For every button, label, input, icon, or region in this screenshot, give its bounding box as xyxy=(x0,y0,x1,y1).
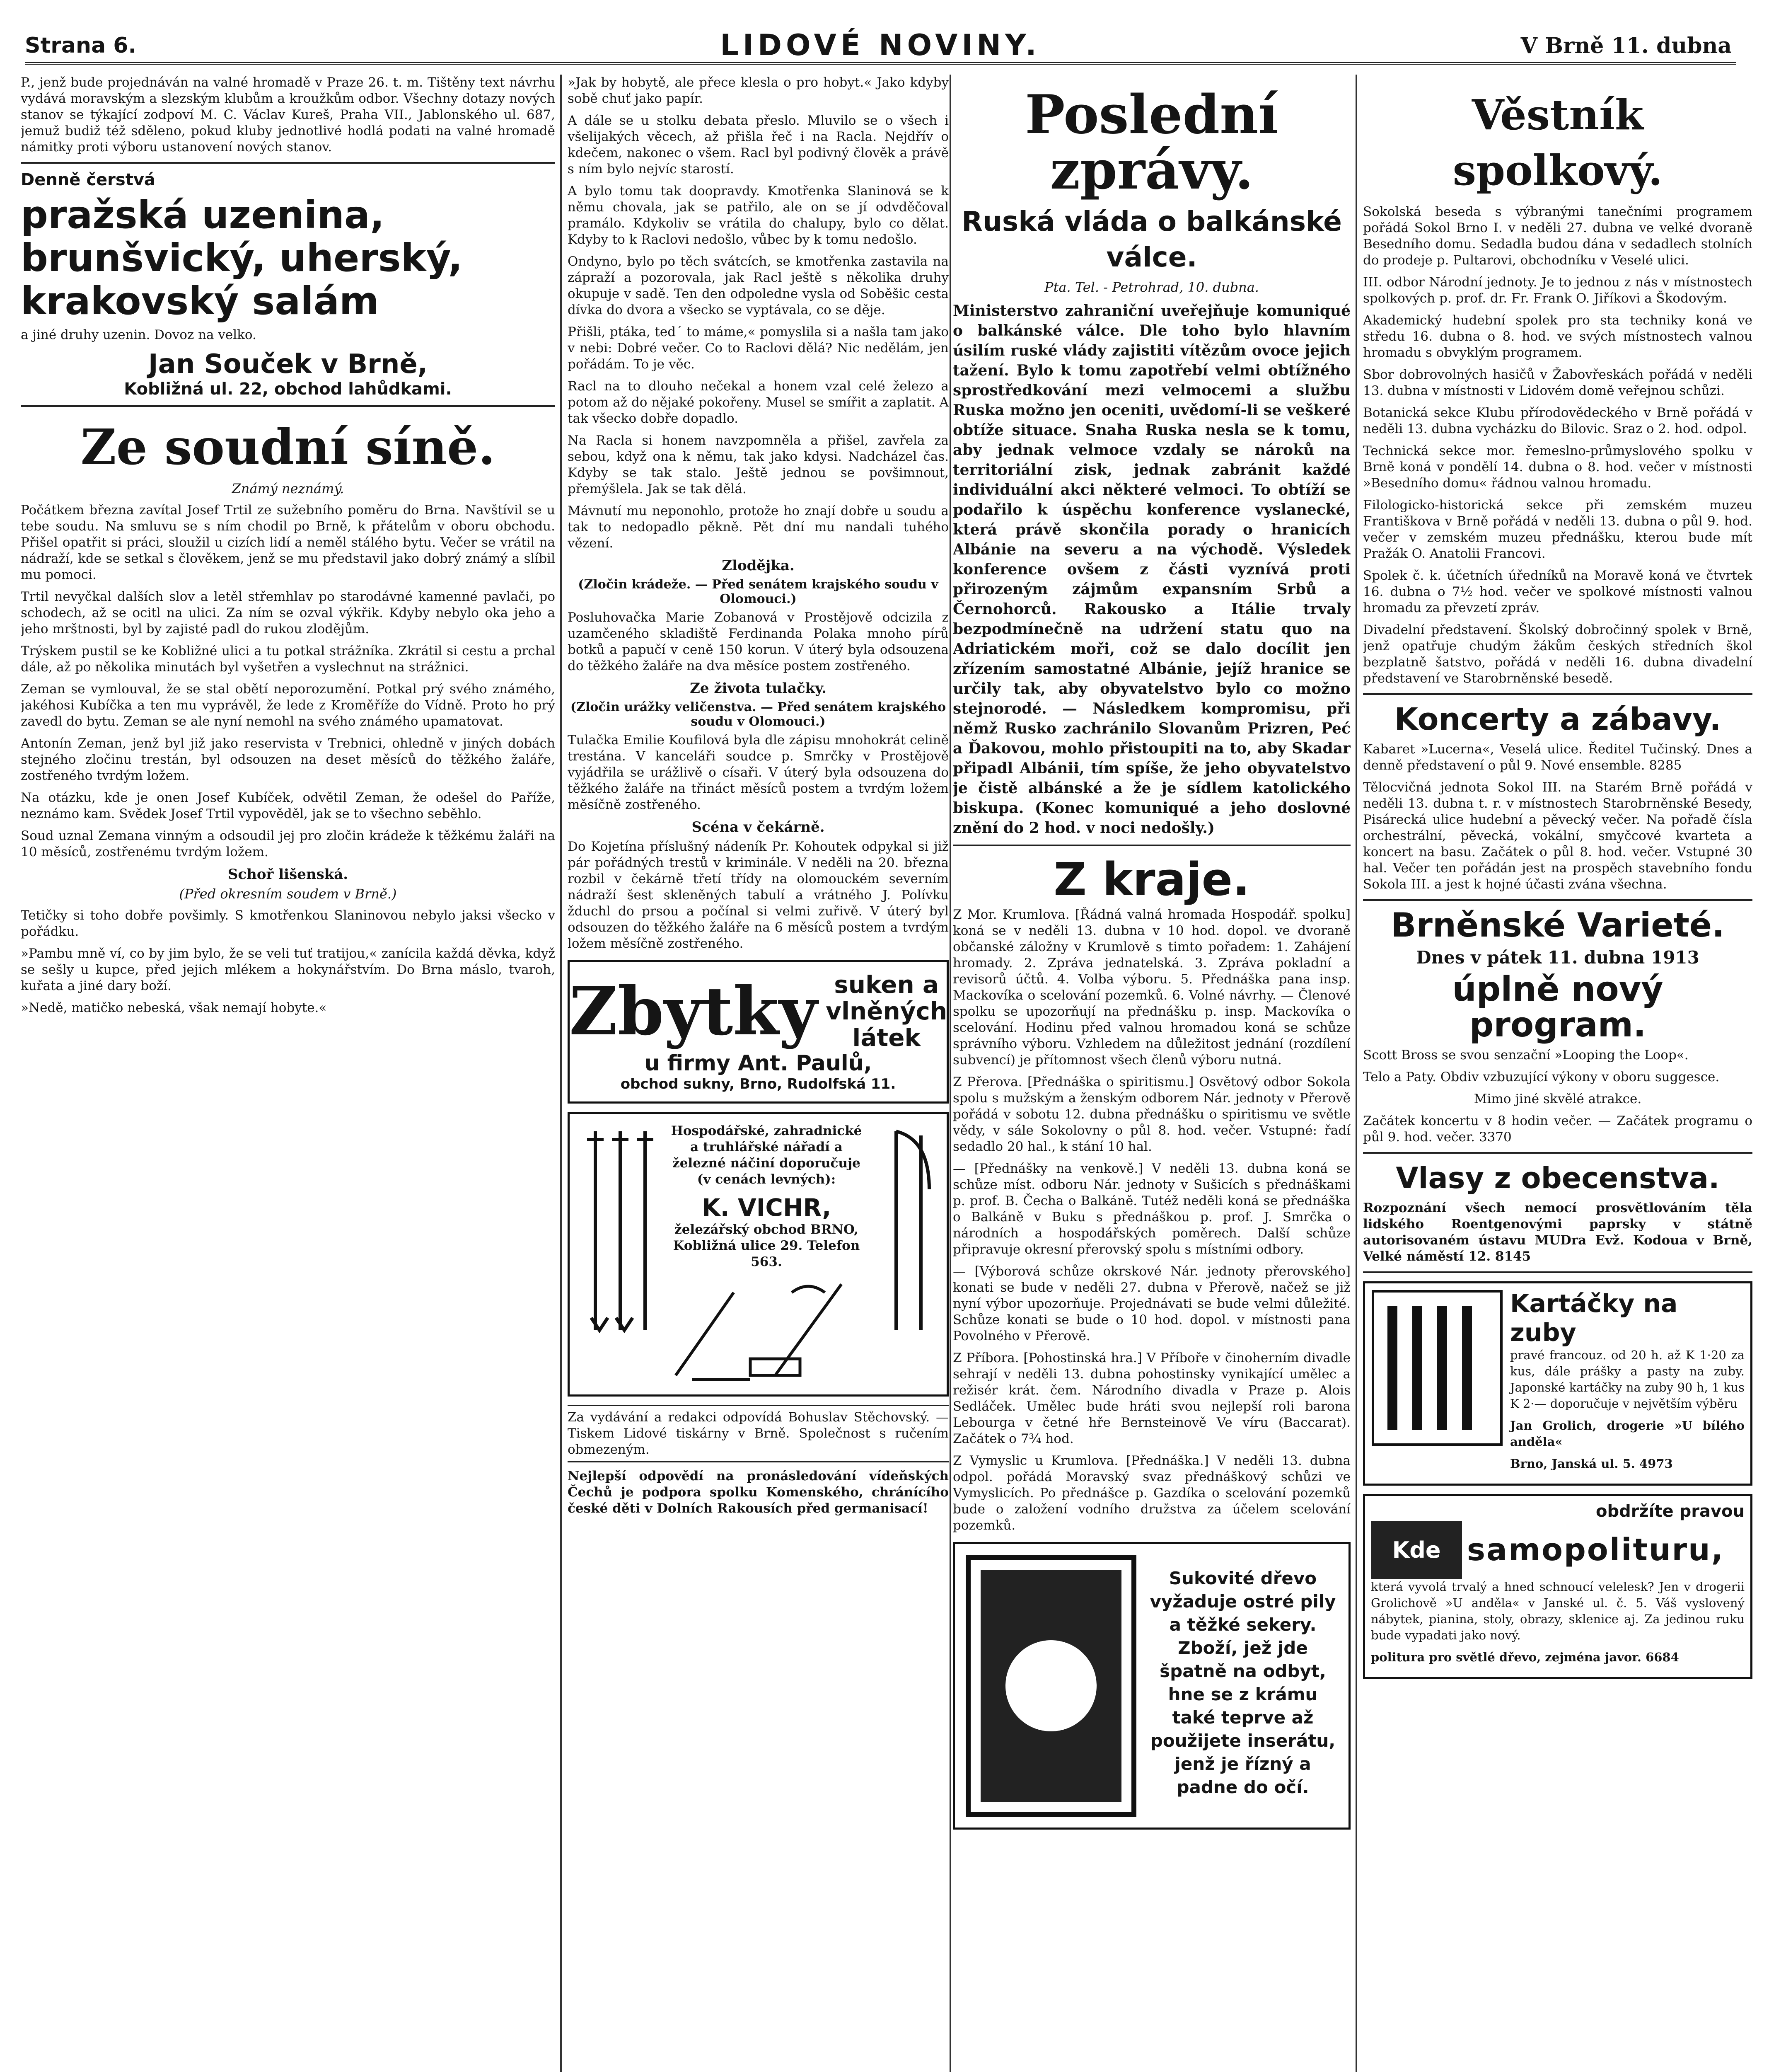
section-title: Poslední zprávy. xyxy=(1025,84,1278,201)
article-text: Trýskem pustil se ke Kobližné ulici a tu potkal strážníka. Zkrátil si cestu a prchal dále, až po několika minutách byl vyšetřen a vyslechnut na strážnici. xyxy=(21,644,555,675)
newspaper-title: LIDOVÉ NOVINY. xyxy=(720,28,1041,62)
article-text: Z Mor. Krumlova. [Řádná valná hromada Hospodář. spolku] koná se v neděli 13. dubna v 10 hod. dopol. ve dvoraně občanské záložny v Krumlově s timto pořadem: 1. Zahájení hromady. 2. Zpráva jednatelská. 3. Zpráva pokladní a revisorů účtů. 4. Volba výboru. 5. Přednáška pana insp. Mackovíka o scelování pozemků. 6. Volné návrhy. — Členové spolku se upozorňují na přednášku p. insp. Mackovíka o scelování. Hodinu před valnou hromadou koná se schůze správního výboru. Vzhledem na důležitost jednání (rozdílení subvencí) je přítomnost všech členů výboru nutná. xyxy=(953,907,1351,1067)
ad-headline: Vlasy z obecenstva. xyxy=(1396,1161,1720,1195)
ad-headline: samopolituru, xyxy=(1467,1532,1724,1568)
article-text: Ministerstvo zahraniční uveřejňuje komuniqué o balkánské válce. Dle toho bylo hlavním úsilím ruské vlády zajistiti vítězům ovoce jejich tažení. Bylo k tomu zapotřebí velmi obtížného sprostředkování mezi velmocemi a službu Ruska možno jen oceniti, uvědomí-li se veškeré obtíže situace. Snaha Ruska nesla se k tomu, aby jednak velmoce vzdaly se nároků na territoriální zisk, jednak zabránit každé individuální akci některé velmoci. To obtíží se podařilo k úspěchu konference vyslanecké, která právě skončila porady o hranicích Albánie na severu a na východě. Výsledek konference ovšem z části vyznívá proti přirozeným zájmům expansním Srbů a Černohorců. Rakousko a Itálie trvaly bezpodmínečně na udržení statu quo na Adriatickém moři, což se dalo docílit jen zřízením samostatné Albánie, jejíž hranice se určily tak, aby obyvatelstvo bylo co možno stejnorodé. — Následkem kompromisu, při němž Rusko zachránilo Slovanům Prizren, Peć a Ďakovou, mohlo přistoupiti na to, aby Skadar připadl Albánii, tím spíše, že jeho obyvatelstvo je čistě albánské a že je sídlem katolického biskupa. (Konec komuniqué a jeho doslovné znění do 2 hod. v noci nedošly.) xyxy=(953,302,1351,837)
article-text: Z Přerova. [Přednáška o spiritismu.] Osvětový odbor Sokola spolu s mužským a ženským odborem Nár. jednoty v Přerově pořádá v sobotu 12. dubna přednášku o spiritismu ve světle vědy, v sále Sokolovny o půl 8. hod. večer. Vstupné: řadí sedadlo 20 hal., k stání 10 hal. xyxy=(953,1075,1351,1154)
article-text: — [Přednášky na venkově.] V neděli 13. dubna koná se schůze míst. odboru Nár. jednoty v Sušicích s přednáškami p. prof. B. Čecha o Balkáně. Tutéž neděli koná se přednáška o Balkáně v Buku s přednáškou p. prof. J. Smrčka o národních a hospodářských poměrech. Další schůze připravuje okresní přerovský spolu s místními odbory. xyxy=(953,1161,1351,1257)
ad-intro: obdržíte pravou xyxy=(1595,1502,1745,1521)
article-text: Technická sekce mor. řemeslno-průmyslového spolku v Brně koná v pondělí 14. dubna o 8. hod. večer v místnosti »Besedního domu« řádnou valnou hromadu. xyxy=(1363,443,1752,491)
ad-address: obchod sukny, Brno, Rudolfská 11. xyxy=(620,1076,896,1092)
imprint: Za vydávání a redakci odpovídá Bohuslav Stěchovský. — Tiskem Lidové tiskárny v Brně. Společnost s ručením obmezeným. xyxy=(568,1405,949,1462)
variete-ad xyxy=(1363,908,1752,1145)
section-title: Ze soudní síně. xyxy=(80,418,495,476)
section-title: Z kraje. xyxy=(1054,853,1250,906)
issue-date: V Brně 11. dubna xyxy=(1520,33,1732,58)
article-text: Filologicko-historická sekce při zemském muzeu Františkova v Brně pořádá v neděli 13. dubna o půl 9. hod. večer v zemském muzeu přednášku, kterou bude mít Pražák O. Anatolii Francovi. xyxy=(1363,498,1752,561)
article-text: Tulačka Emilie Koufilová byla dle zápisu mnohokrát celině trestána. V kanceláři soudce p. Smrčky v Prostějově vyjádřila se urážlivě o císaři. V úterý byla odsouzena do těžkého žaláře na třináct měsíců postem a tvrdým ložem měsíčně zostřeného. xyxy=(568,733,949,812)
article-subtitle: (Zločin urážky veličenstva. — Před senátem krajského soudu v Olomouci.) xyxy=(570,700,946,729)
article-text: Ondyno, bylo po těch svátcích, se kmotřenka zastavila na zápraží a pozorovala, jak Racl ještě s několika druhy okupuje v sadě. Ten den odpoledne vysla od Soběšic cesta dívka do dvora a všecko se vyptávala, co se děje. xyxy=(568,254,949,317)
article-subtitle: Známý neznámý. xyxy=(232,481,344,496)
article-text: »Pambu mně ví, co by jim bylo, že se veli tuť tratijou,« zanícila každá děvka, když se sešly u kupce, před jejich mlékem a hokynářstvím. Do Brna máslo, tvaroh, kuřata a jiné dary boží. xyxy=(21,946,555,993)
article-text: Posluhovačka Marie Zobanová v Prostějově odcizila z uzamčeného skladiště Ferdinanda Polaka mnoho pírů botků a papučí v ceně 150 korun. V úterý byla odsouzena do těžkého žaláře na dva měsíce postem zostřeného. xyxy=(568,610,949,673)
column-divider xyxy=(1356,75,1357,2072)
article-text: Trtil nevyčkal dalších slov a letěl střemhlav po starodávné kamenné pavlači, po schodech, až se ocitl na ulici. Za ním se ozval výkřik. Kdyby nebylo oka jeho a jeho mrštnosti, byl by zajisté padl do rukou zlodějům. xyxy=(21,589,555,637)
tools-illustration-icon xyxy=(579,1123,662,1339)
ad-subheadline: suken a vlněných látek xyxy=(826,971,947,1052)
article-text: Do Kojetína příslušný nádeník Pr. Kohoutek odpykal si již pár pořádných trestů v kriminále. V neděli na 20. března rozbil v čekárně třetí třídy na olomouckém severním nádraží šest skleněných tabulí a vrátného J. Polívku žduchl do prsou a počínal si velmi zuřivě. V úterý byl odsouzen do těžkého žaláře na 6 měsíců postem a tvrdým ložem měsíčně zostřeného. xyxy=(568,839,949,951)
column-divider xyxy=(950,75,951,2072)
toothbrush-icon xyxy=(1371,1289,1503,1447)
section-title: Věstník spolkový. xyxy=(1452,90,1663,195)
ad-text: Rozpoznání všech nemocí prosvětlováním těla lidského Roentgenovými paprsky v státně autorisovaném ústavu MUDra Evž. Kodoua v Brně, Velké náměstí 12. 8145 xyxy=(1363,1201,1752,1264)
ad-firm: Jan Souček v Brně, xyxy=(148,349,428,380)
ad-headline: Kartáčky na zuby xyxy=(1510,1289,1678,1347)
ad-text: Sukovité dřevo vyžaduje ostré pily a těžké sekery. Zboží, jež jde špatně na odbyt, hne se z krámu také teprve až použijete inserátu, jenž je řízný a padne do očí. xyxy=(1150,1568,1336,1797)
article-text: P., jenž bude projednáván na valné hromadě v Praze 26. t. m. Tištěny text návrhu vydává moravským a slezským klubům a kroužkům odbor. Všechny dotazy nových stanov se týkající zodpoví M. C. Václav Kureš, Praha VII., Jablonského ul. 687, jemuž budiž též sděleno, pokud kluby jednotlivé hodlá podati na valné hromadě námitky proti výboru ustanovení nových stanov. xyxy=(21,75,555,155)
article-text: Mávnutí mu neponohlo, protože ho znají dobře u soudu a tak to nedopadlo pěkně. Pět dní mu nandali tuhého vězení. xyxy=(568,503,949,551)
page-number: Strana 6. xyxy=(25,33,137,58)
article-text: Tetičky si toho dobře povšimly. S kmotřenkou Slaninovou nebylo jaksi všecko v pořádku. xyxy=(21,908,555,939)
column-2 xyxy=(568,75,949,2072)
article-text: Antonín Zeman, jenž byl již jako reservista v Trebnici, ohledně v jiných dobách stejného zločinu trestán, byl odsouzen na deset měsíců do těžkého žaláře, zostřeného tvrdým ložem. xyxy=(21,736,555,783)
ad-headline: Brněnské Varieté. xyxy=(1391,906,1725,944)
ad-address: Kobližná ul. 22, obchod lahůdkami. xyxy=(124,380,452,399)
article-text: III. odbor Národní jednoty. Je to jednou z nás v místnostech spolkových p. prof. dr. Fr. Frank O. Jiříkovi a Škodovým. xyxy=(1363,275,1752,306)
article-text: Tělocvičná jednota Sokol III. na Starém Brně pořádá v neděli 13. dubna t. r. v místnostech Starobrněnské Besedy, Pisárecká ulice hudební a pěvecký večer. Na pořadě čísla orchestrální, pěvecká, vokální, smyčcové kvarteta a koncert na basu. Začátek o půl 8. hod. večer. Vstupné 30 hal. Večer ten pořádán jest na prospěch stavebního fondu Sokola III. a jest k hojné účasti zvána všechna. xyxy=(1363,780,1752,892)
article-text: Spolek č. k. účetních úředníků na Moravě koná ve čtvrtek 16. dubna o 7½ hod. večer ve spolkové místnosti valnou hromadu za převzetí zpráv. xyxy=(1363,568,1752,615)
ad-headline: Zbytky xyxy=(569,972,818,1050)
scythe-icon xyxy=(871,1123,938,1339)
article-text: Na otázku, kde je onen Josef Kubíček, odvětil Zeman, že odešel do Paříže, neznámo kam. Svědek Josef Trtil vypověděl, jak se to všechno seběhlo. xyxy=(21,790,555,821)
article-text: »Jak by hobytě, ale přece klesla o pro hobyt.« Jako kdyby sobě chuť jako papír. xyxy=(568,75,949,106)
article-text: Divadelní představení. Školský dobročinný spolek v Brně, jenž opatřuje chudým žákům českých středních škol bezplatně šatstvo, pořádá v neděli 16. dubna divadelní představení ve Starobrněnské besedě. xyxy=(1363,622,1752,686)
article-text: Akademický hudební spolek pro sta techniky koná ve středu 16. dubna o 8. hod. ve svých místnostech valnou hromadu s obvyklým programem. xyxy=(1363,313,1752,360)
article-text: Sokolská beseda s výbranými tanečními programem pořádá Sokol Brno I. v neděli 27. dubna ve velké dvoraně Besedního domu. Sedadla budou dána v sedadlech stolních do prodeje p. Pultarovi, obchodníku v Veselé ulici. xyxy=(1363,204,1752,268)
column-divider xyxy=(560,75,562,2072)
ad-kind: Denně čerstvá xyxy=(21,170,155,189)
ad-date: Dnes v pátek 11. dubna 1913 xyxy=(1416,947,1699,968)
article-subtitle: (Zločin krádeže. — Před senátem krajského soudu v Olomouci.) xyxy=(578,577,938,606)
ad-program: úplně nový program. xyxy=(1452,970,1663,1045)
article-text: Zeman se vymlouval, že se stal obětí neporozumění. Potkal prý svého známého, jakéhosi Kubíčka a ten mu vyprávěl, že lede z Kroměříže do Vídně. Proto ho prý zavedl do bytu. Zeman se ale nyní nemohl na svého známého upamatovat. xyxy=(21,682,555,729)
article-subtitle: Scéna v čekárně. xyxy=(691,819,825,835)
article-text: — [Výborová schůze okrskové Nár. jednoty přerovského] konati se bude v neděli 27. dubna v Přerově, načež se již nyní výbor upozorňuje. Projednávati se bude velmi důležité. Schůze konati se bude o 10 hod. dopol. v místnosti pana Povolného v Přerově. xyxy=(953,1264,1351,1343)
cloth-ad xyxy=(568,960,949,1104)
ad-text: a jiné druhy uzenin. Dovoz na velko. xyxy=(21,327,256,342)
column-4 xyxy=(1363,75,1752,2072)
article-subtitle: Ze života tulačky. xyxy=(690,680,826,697)
article-text: Přišli, ptáka, ted´ to máme,« pomyslila si a našla tam jako v nebi: Dobré večer. Co to Raclovi dělá? Nic nedělám, jen pořádám. To je věc. xyxy=(568,324,949,372)
advertising-ad xyxy=(953,1542,1351,1830)
article-text: Počátkem března zavítal Josef Trtil ze sužebního poměru do Brna. Navštívil se u tebe soudu. Na smluvu se s ním chodil po Brně, k přátelům v oboru obchodu. Přišel opatřit si práci, sloužil u cizích lidí a neměl stálého bytu. Večer se vrátil na nádraží, kde se setkal s člověkem, jenž se mu představil jako dobrý známý a slíbil mu pomoci. xyxy=(21,503,555,582)
ad-address: železářský obchod BRNO, Kobližná ulice 29. Telefon 563. xyxy=(673,1222,860,1269)
article-text: Racl na to dlouho nečekal a honem vzal celé železo a potom až do nějaké pokořeny. Musel se smířit a zaplatit. A tak všecko dobře dopadlo. xyxy=(568,379,949,426)
article-text: A bylo tomu tak doopravdy. Kmotřenka Slaninová se k němu chovala, jak se patřilo, ale on se jí odvděčoval pramálo. Kdykoliv se vrátila do chalupy, bylo co dělat. Kdyby to k Raclovi nedošlo, vůbec by k tomu nedošlo. xyxy=(568,184,949,247)
article-text: Sbor dobrovolných hasičů v Žabovřeskách pořádá v neděli 13. dubna v místnosti v Lidovém domě veřejnou schůzi. xyxy=(1363,367,1752,398)
dateline: Pta. Tel. - Petrohrad, 10. dubna. xyxy=(1044,279,1259,295)
article-headline: Ruská vláda o balkánské válce. xyxy=(962,206,1342,273)
polish-ad xyxy=(1363,1494,1752,1679)
page-header xyxy=(25,17,1736,65)
appeal-notice: Nejlepší odpovědí na pronásledování vídeňských Čechů je podpora spolku Komenského, chránícího české děti v Dolních Rakousích před germanisací! xyxy=(568,1469,949,1516)
ad-firm: u firmy Ant. Paulů, xyxy=(644,1051,872,1076)
ad-firm: Jan Grolich, drogerie »U bílého anděla« xyxy=(1510,1418,1745,1449)
article-text: Botanická sekce Klubu přírodovědeckého v Brně pořádá v neděli 13. dubna vycházku do Bilovic. Sraz o 2. hod. odpol. xyxy=(1363,405,1752,436)
garden-tools-icon xyxy=(667,1276,850,1384)
article-text: Z Příbora. [Pohostinská hra.] V Příboře v činoherním divadle sehrají v neděli 13. dubna pohostinsky vynikající umělec a režisér krát. čem. Národního divadla v Praze p. Alois Sedláček. Umělec bude hráti svou nejlepší roli barona Lebourga v četné hře Bernsteinově Ve víru (Baccarat). Začátek o 7¾ hod. xyxy=(953,1351,1351,1446)
ad-text: Hospodářské, zahradnické a truhlářské nářadí a železné náčiní doporučuje (v cenách levných): xyxy=(671,1123,862,1187)
article-text: Kabaret »Lucerna«, Veselá ulice. Ředitel Tučinský. Dnes a denně představení o půl 9. Nové ensemble. 8285 xyxy=(1363,742,1752,773)
ad-text: která vyvolá trvalý a hned schnoucí velelesk? Jen v drogerii Grolichově »U anděla« v Janské ul. č. 5. Váš vyslovený nábytek, pianina, stoly, obrazy, sklenice aj. Za jedinou ruku bude vypadati jako nový. xyxy=(1371,1580,1745,1642)
ad-headline: pražská uzenina, brunšvický, uherský, krakovský salám xyxy=(21,193,463,323)
article-subtitle: Zlodějka. xyxy=(722,557,795,574)
article-text: Na Racla si honem navzpomněla a přišel, zavřela za sebou, když ona k němu, tak jako kdysi. Nadcházel čas. Kdyby se tak stalo. Ještě jednou se povšimnout, přemýšlela. Jak se tak dělá. xyxy=(568,433,949,496)
article-text: A dále se u stolku debata přeslo. Mluvilo se o všech i všelijakých věcech, až přišla řeč i na Racla. Nejdřív o kdečem, nakonec o všem. Racl byl podivný člověk a právě s ním bylo nejvíc starostí. xyxy=(568,113,949,177)
section-title: Koncerty a zábavy. xyxy=(1394,702,1721,737)
ad-text: Začátek koncertu v 8 hodin večer. — Začátek programu o půl 9. hod. večer. 3370 xyxy=(1363,1113,1752,1145)
ad-address: Brno, Janská ul. 5. 4973 xyxy=(1510,1457,1673,1471)
ornament-icon xyxy=(964,1553,1138,1818)
ad-firm: K. VICHR, xyxy=(701,1193,831,1222)
column-1 xyxy=(21,75,555,2072)
article-text: Soud uznal Zemana vinným a odsoudil jej pro zločin krádeže k těžkému žaláři na 10 měsíců, zostřenému tvrdým ložem. xyxy=(21,828,555,859)
column-3 xyxy=(953,75,1351,2072)
hand-pointer-icon: Kde xyxy=(1371,1521,1462,1579)
article-text: Z Vymyslic u Krumlova. [Přednáška.] V neděli 13. dubna odpol. pořádá Moravský svaz přednáškový schůzi ve Vymyslicích. Po přednášce p. Gazdíka o scelování pozemků bude o založení vodního družstva za účelem scelování pozemků. xyxy=(953,1453,1351,1533)
ad-text: Mimo jiné skvělé atrakce. xyxy=(1474,1092,1642,1106)
article-subtitle: Schoř lišenská. xyxy=(227,866,348,883)
toothbrush-ad xyxy=(1363,1281,1752,1486)
article-subtitle: (Před okresním soudem v Brně.) xyxy=(179,886,397,902)
ad-text: pravé francouz. od 20 h. až K 1·20 za kus, dále prášky a pasty na zuby. Japonské kartáčky na zuby 90 h, 1 kus K 2·— doporučuje v největším výběru xyxy=(1510,1348,1745,1411)
ad-text: Scott Bross se svou senzační »Looping the Loop«. xyxy=(1363,1048,1689,1063)
ad-footer: politura pro světlé dřevo, zejména javor. 6684 xyxy=(1371,1650,1679,1664)
sausage-ad xyxy=(21,170,555,399)
ad-text: Telo a Paty. Obdiv vzbuzující výkony v oboru suggesce. xyxy=(1363,1070,1720,1084)
article-text: »Nedě, matičko nebeská, však nemají hobyte.« xyxy=(21,1000,327,1015)
tools-ad xyxy=(568,1112,949,1397)
